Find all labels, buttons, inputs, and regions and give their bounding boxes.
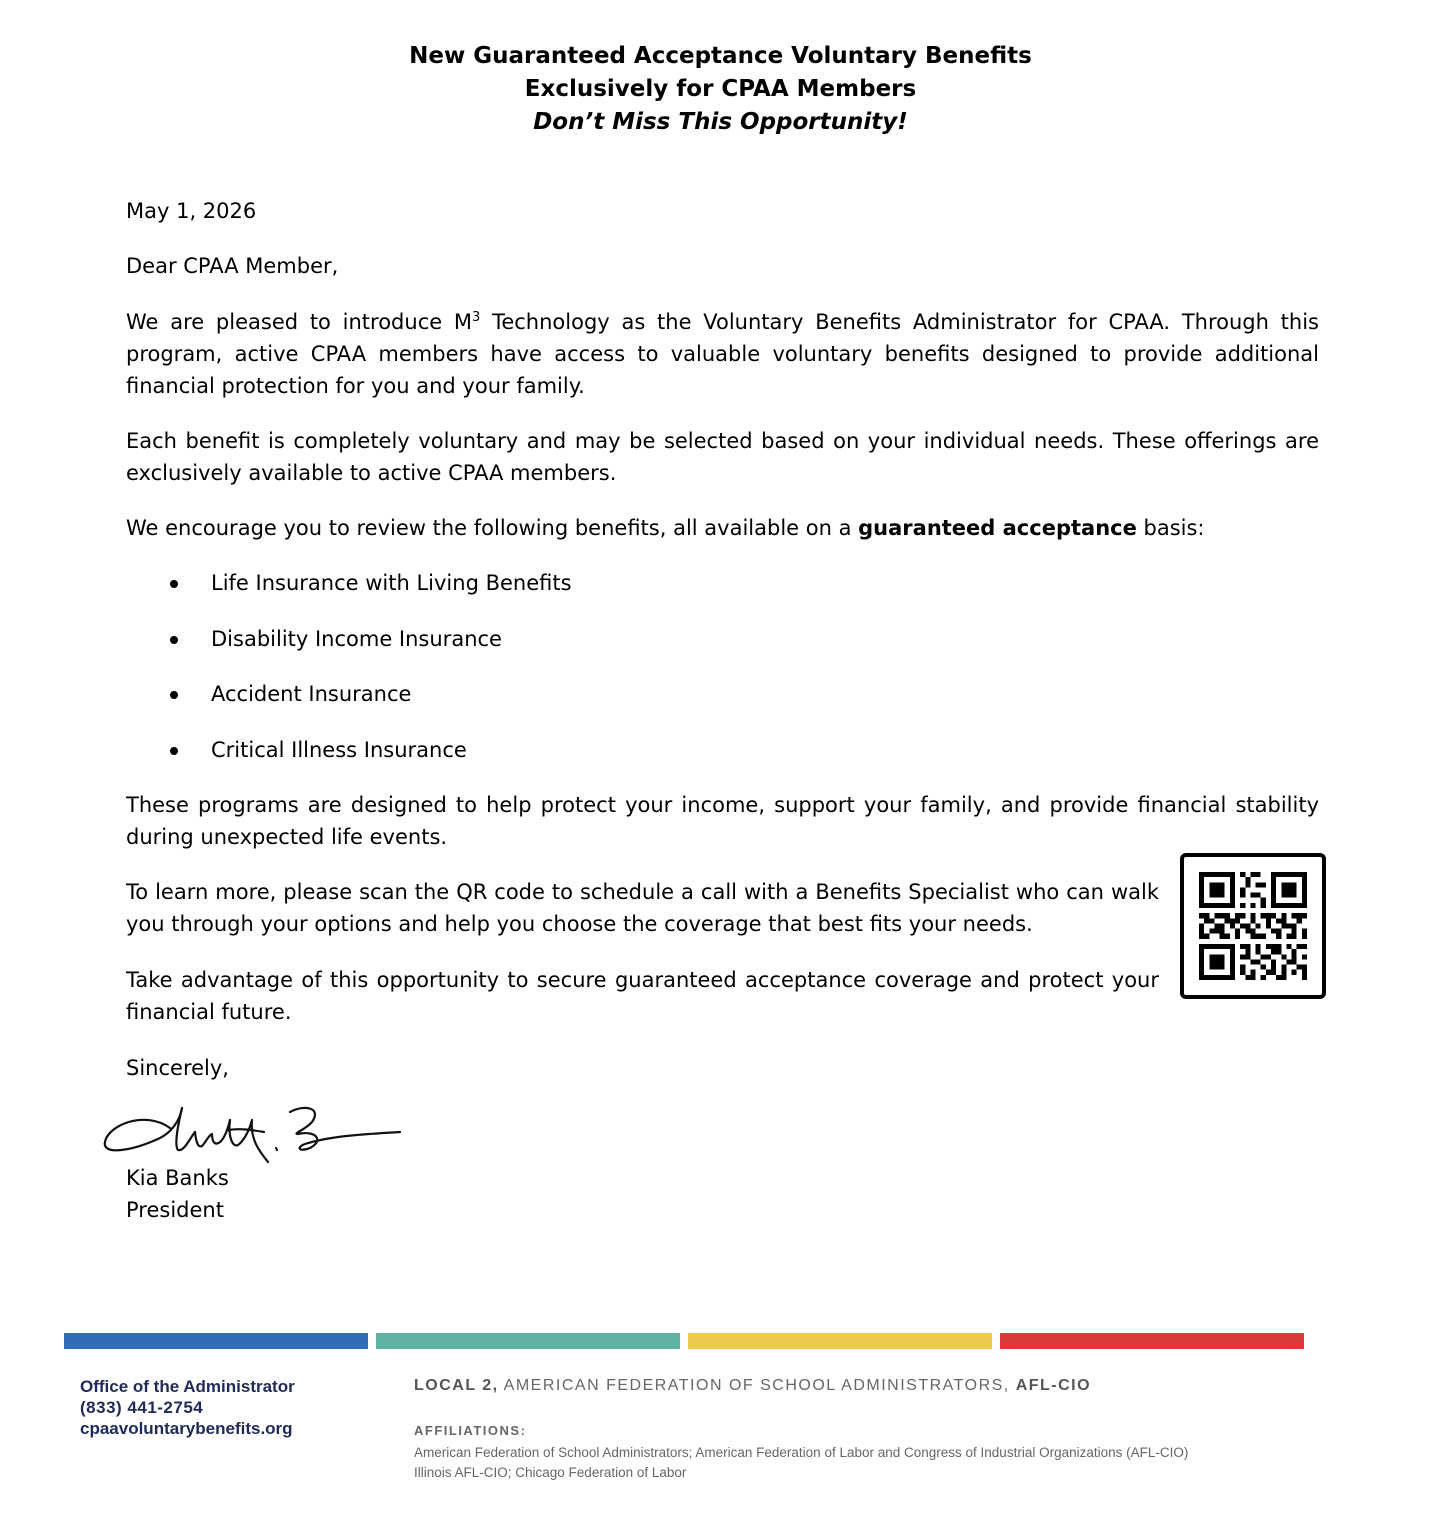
paragraph-encourage: [126, 512, 1319, 544]
footer-bar-blue: [64, 1333, 368, 1349]
encourage-text-start: We encourage you to review the following benefits, all available on a: [126, 516, 859, 540]
qr-code-icon[interactable]: [1180, 853, 1326, 999]
paragraph-take-advantage: Take advantage of this opportunity to secure guaranteed acceptance coverage and protect your financial future.: [126, 968, 1159, 1024]
letter-header: [0, 40, 1441, 139]
affiliations-list: [414, 1443, 1188, 1483]
footer-bar-yellow: [688, 1333, 992, 1349]
intro-text-start: We are pleased to introduce M: [126, 310, 473, 334]
local-afl-cio: AFL-CIO: [1015, 1377, 1092, 1394]
office-website[interactable]: cpaavoluntarybenefits.org: [80, 1419, 293, 1438]
affiliations-title: AFFILIATIONS:: [414, 1423, 527, 1438]
list-item: Critical Illness Insurance: [166, 734, 572, 766]
list-item: Disability Income Insurance: [166, 623, 572, 655]
qr-code-graphic: [1199, 872, 1307, 980]
letter-date: May 1, 2026: [126, 199, 257, 223]
header-subtitle: Exclusively for CPAA Members: [524, 76, 917, 102]
encourage-text-end: basis:: [1136, 516, 1205, 540]
paragraph-intro: [126, 306, 1319, 402]
list-item: Life Insurance with Living Benefits: [166, 567, 572, 599]
office-contact: [80, 1376, 295, 1439]
signer-name: Kia Banks: [126, 1166, 229, 1190]
intro-text-end: Technology as the Voluntary Benefits Administrator for CPAA. Through this program, active CPAA members have access to valuable voluntary benefits designed to provide additional financial protection for you and your family.: [126, 310, 1319, 398]
salutation: Dear CPAA Member,: [126, 254, 339, 278]
paragraph-voluntary: Each benefit is completely voluntary and may be selected based on your individual needs. These offerings are exclusively available to active CPAA members.: [126, 429, 1319, 485]
local-affiliation: [414, 1377, 1091, 1395]
handwritten-signature: [100, 1090, 410, 1170]
office-phone[interactable]: (833) 441-2754: [80, 1398, 204, 1417]
paragraph-programs: These programs are designed to help protect your income, support your family, and provide financial stability during unexpected life events.: [126, 793, 1319, 849]
local-federation: AMERICAN FEDERATION OF SCHOOL ADMINISTRATORS,: [498, 1377, 1016, 1394]
office-name: Office of the Administrator: [80, 1377, 295, 1396]
affiliations-line: American Federation of School Administrators; American Federation of Labor and Congress of Industrial Organizations (AFL-CIO): [414, 1445, 1189, 1460]
affiliations-line: Illinois AFL-CIO; Chicago Federation of Labor: [414, 1465, 687, 1480]
signer-title: President: [126, 1198, 224, 1222]
header-tagline: Don’t Miss This Opportunity!: [533, 109, 908, 135]
footer-bar-red: [1000, 1333, 1304, 1349]
guaranteed-acceptance-emphasis: guaranteed acceptance: [858, 516, 1137, 540]
benefits-list: [166, 567, 572, 789]
local-number: LOCAL 2,: [414, 1377, 499, 1394]
footer-bar-teal: [376, 1333, 680, 1349]
header-title: New Guaranteed Acceptance Voluntary Benefits: [409, 43, 1032, 69]
superscript-three: 3: [472, 310, 481, 325]
paragraph-learn-more: To learn more, please scan the QR code to schedule a call with a Benefits Specialist who can walk you through your options and help you choose the coverage that best fits your needs.: [126, 880, 1159, 936]
closing: Sincerely,: [126, 1056, 229, 1080]
list-item: Accident Insurance: [166, 678, 572, 710]
